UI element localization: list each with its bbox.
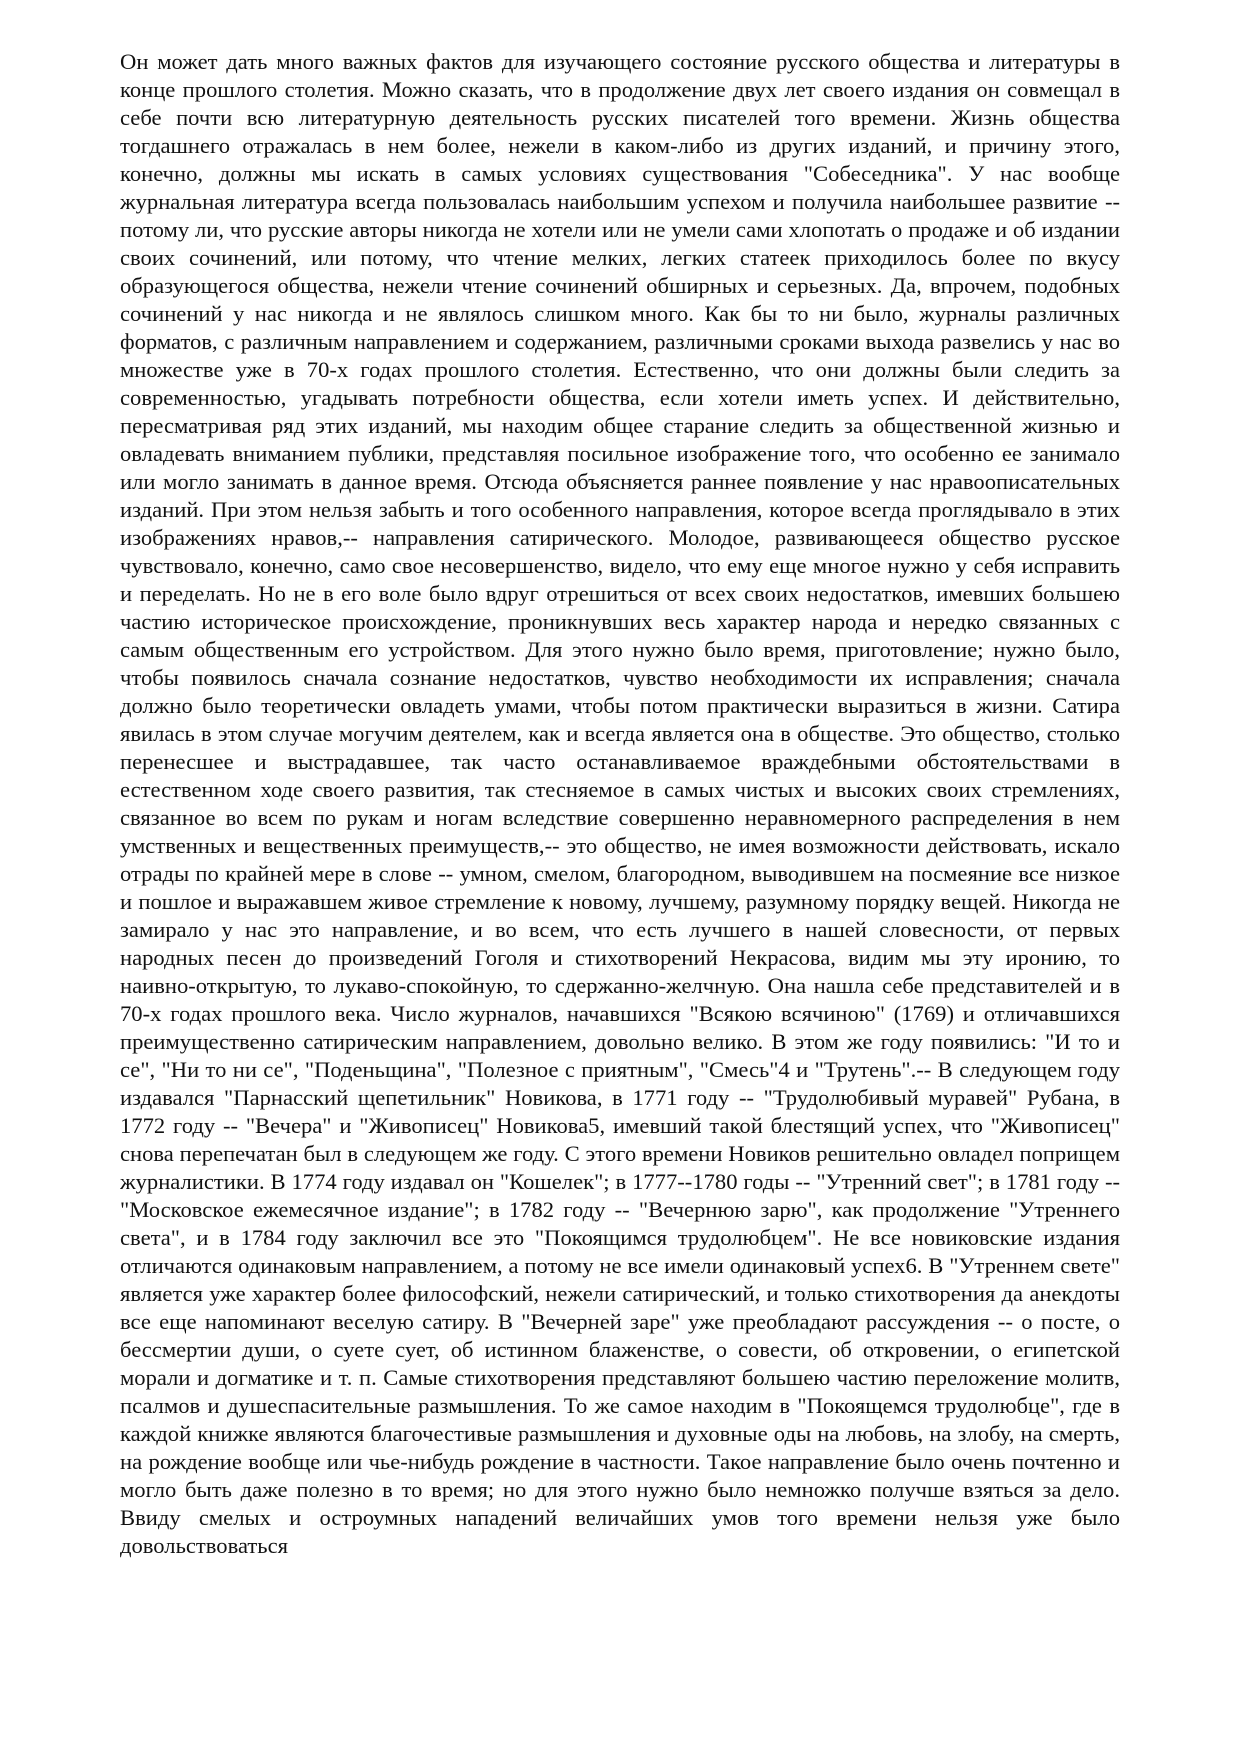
body-paragraph: Он может дать много важных фактов для изучающего состояние русского общества и литературы в конце прошлого столетия. Можно сказать, что в продолжение двух лет своего издания он совмещал в себе почти всю литературную деятельность русских писателей того времени. Жизнь общества тогдашнего отражалась в нем более, нежели в каком-либо из других изданий, и причину этого, конечно, должны мы искать в самых условиях существования "Собеседника". У нас вообще журнальная литература всегда пользовалась наибольшим успехом и получила наибольшее развитие -- потому ли, что русские авторы никогда не хотели или не умели сами хлопотать о продаже и об издании своих сочинений, или потому, что чтение мелких, легких статеек приходилось более по вкусу образующегося общества, нежели чтение сочинений обширных и серьезных. Да, впрочем, подобных сочинений у нас никогда и не являлось слишком много. Как бы то ни было, журналы различных форматов, с различным направлением и содержанием, различными сроками выхода развелись у нас во множестве уже в 70-х годах прошлого столетия. Естественно, что они должны были следить за современностью, угадывать потребности общества, если хотели иметь успех. И действительно, пересматривая ряд этих изданий, мы находим общее старание следить за общественной жизнью и овладевать вниманием публики, представляя посильное изображение того, что особенно ее занимало или могло занимать в данное время. Отсюда объясняется раннее появление у нас нравоописательных изданий. При этом нельзя забыть и того особенного направления, которое всегда проглядывало в этих изображениях нравов,-- направления сатирического. Молодое, развивающееся общество русское чувствовало, конечно, само свое несовершенство, видело, что ему еще многое нужно у себя исправить и переделать. Но не в его воле было вдруг отрешиться от всех своих недостатков, имевших большею частию историческое происхождение, проникнувших весь характер народа и нередко связанных с самым общественным его устройством. Для этого нужно было время, приготовление; нужно было, чтобы появилось сначала сознание недостатков, чувство необходимости их исправления; сначала должно было теоретически овладеть умами, чтобы потом практически выразиться в жизни. Сатира явилась в этом случае могучим деятелем, как и всегда является она в обществе. Это общество, столько перенесшее и выстрадавшее, так часто останавливаемое враждебными обстоятельствами в естественном ходе своего развития, так стесняемое в самых чистых и высоких своих стремлениях, связанное во всем по рукам и ногам вследствие совершенно неравномерного распределения в нем умственных и вещественных преимуществ,-- это общество, не имея возможности действовать, искало отрады по крайней мере в слове -- умном, смелом, благородном, выводившем на посмеяние все низкое и пошлое и выражавшем живое стремление к новому, лучшему, разумному порядку вещей. Никогда не замирало у нас это направление, и во всем, что есть лучшего в нашей словесности, от первых народных песен до произведений Гоголя и стихотворений Некрасова, видим мы эту иронию, то наивно-открытую, то лукаво-спокойную, то сдержанно-желчную. Она нашла себе представителей и в 70-х годах прошлого века. Число журналов, начавшихся "Всякою всячиною" (1769) и отличавшихся преимущественно сатирическим направлением, довольно велико. В этом же году появились: "И то и се", "Ни то ни се", "Поденьщина", "Полезное с приятным", "Смесь"4 и "Трутень".-- В следующем году издавался "Парнасский щепетильник" Новикова, в 1771 году -- "Трудолюбивый муравей" Рубана, в 1772 году -- "Вечера" и "Живописец" Новикова5, имевший такой блестящий успех, что "Живописец" снова перепечатан был в следующем же году. С этого времени Новиков решительно овладел поприщем журналистики. В 1774 году издавал он "Кошелек"; в 1777--1780 годы -- "Утренний свет"; в 1781 году -- "Московское ежемесячное издание"; в 1782 году -- "Вечернюю зарю", как продолжение "Утреннего света", и в 1784 году заключил все это "Покоящимся трудолюбцем". Не все новиковские издания отличаются одинаковым направлением, а потому не все имели одинаковый успех6. В "Утреннем свете" является уже характер более философский, нежели сатирический, и только стихотворения да анекдоты все еще напоминают веселую сатиру. В "Вечерней заре" уже преобладают рассуждения -- о посте, о бессмертии души, о суете сует, об истинном блаженстве, о совести, об откровении, о египетской морали и догматике и т. п. Самые стихотворения представляют большею частию переложение молитв, псалмов и душеспасительные размышления. То же самое находим в "Покоящемся трудолюбце", где в каждой книжке являются благочестивые размышления и духовные оды на любовь, на злобу, на смерть, на рождение вообще или чье-нибудь рождение в частности. Такое направление было очень почтенно и могло быть даже полезно в то время; но для этого нужно было немножко получше взяться за дело. Ввиду смелых и остроумных нападений величайших умов того времени нельзя уже было довольствоваться (120, 49, 1120, 1558)
document-page (120, 48, 1120, 1738)
